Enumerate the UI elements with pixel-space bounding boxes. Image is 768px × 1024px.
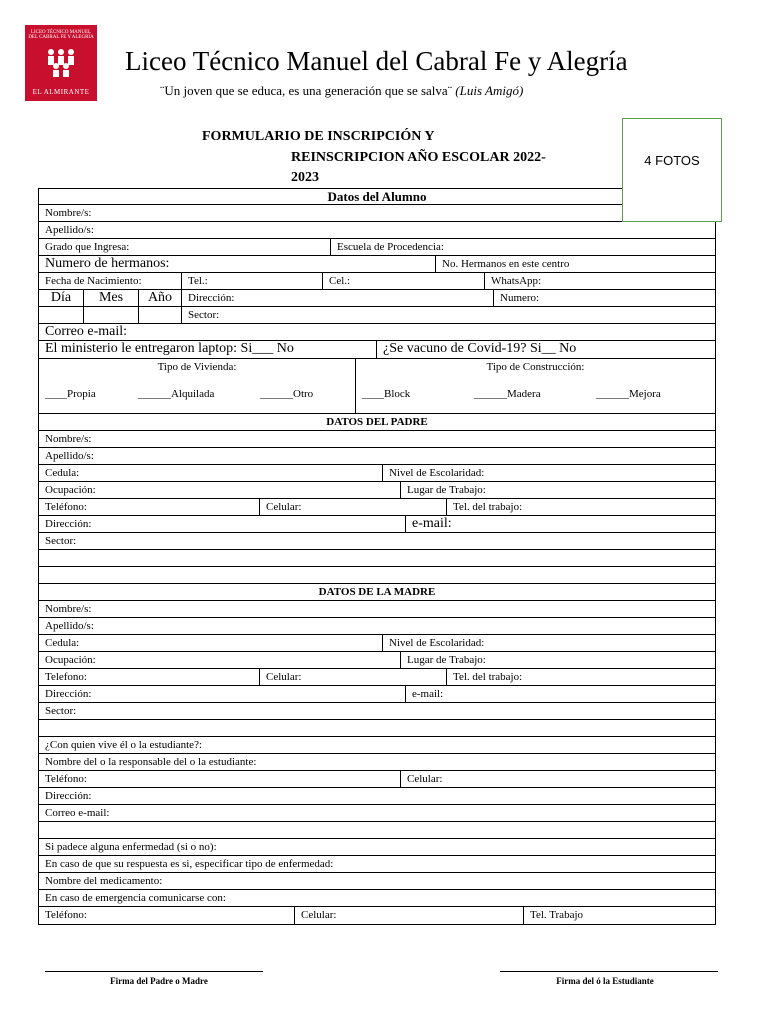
father-nombre-label: Nombre/s: (45, 433, 92, 445)
form-title-line3: 2023 (291, 170, 319, 185)
student-grado-label: Grado que Ingresa: (45, 241, 130, 253)
logo-bottom-text: EL ALMIRANTE (32, 88, 90, 96)
empty-mes-cell (83, 307, 138, 323)
student-section-title: Datos del Alumno (327, 189, 427, 204)
father-section-header (38, 414, 716, 431)
form-title-line2: REINSCRIPCION AÑO ESCOLAR 2022- (291, 150, 546, 165)
guardian-vive-con-label: ¿Con quien vive él o la estudiante?: (45, 739, 203, 751)
motto-author: (Luis Amigó) (455, 83, 524, 98)
photo-box-label: 4 FOTOS (644, 153, 700, 168)
father-nombre-row[interactable] (38, 431, 716, 448)
father-celular-label: Celular: (259, 499, 446, 515)
guardian-vive-con-row[interactable] (38, 737, 716, 754)
madera-option[interactable]: ______Madera (474, 388, 541, 400)
father-escolaridad-label: Nivel de Escolaridad: (382, 465, 715, 481)
student-section-header (38, 188, 716, 205)
mother-tel-trabajo-label: Tel. del trabajo: (446, 669, 715, 685)
student-apellido-row[interactable] (38, 222, 716, 239)
student-anio-label: Año (138, 290, 181, 306)
tipo-vivienda-label: Tipo de Vivienda: (157, 361, 237, 373)
mother-celular-label: Celular: (259, 669, 446, 685)
school-logo (25, 25, 97, 101)
guardian-telefono-label: Teléfono: (45, 773, 87, 785)
block-option[interactable]: ____Block (362, 388, 411, 400)
mother-cedula-label: Cedula: (45, 637, 80, 649)
student-correo-row[interactable] (38, 324, 716, 341)
health-telefono-row[interactable] (38, 907, 716, 925)
student-sector-label: Sector: (181, 307, 715, 323)
mother-telefono-row[interactable] (38, 669, 716, 686)
guardian-correo-row[interactable] (38, 805, 716, 822)
guardian-telefono-row[interactable] (38, 771, 716, 788)
father-telefono-row[interactable] (38, 499, 716, 516)
mother-apellido-row[interactable] (38, 618, 716, 635)
signature-line-padre[interactable] (45, 971, 263, 972)
blank-row[interactable] (38, 550, 716, 567)
student-tel-label: Tel.: (181, 273, 322, 289)
father-email-label: e-mail: (405, 516, 715, 532)
student-mes-label: Mes (83, 290, 138, 306)
health-telefono-label: Teléfono: (45, 909, 87, 921)
mother-sector-label: Sector: (45, 705, 77, 717)
guardian-responsable-row[interactable] (38, 754, 716, 771)
student-fecha-nac-label: Fecha de Nacimiento: (45, 275, 142, 287)
student-num-hermanos-label: Numero de hermanos: (45, 256, 170, 271)
tipo-construccion-label: Tipo de Construcción: (486, 361, 585, 373)
father-tel-trabajo-label: Tel. del trabajo: (446, 499, 715, 515)
mother-ocupacion-row[interactable] (38, 652, 716, 669)
father-lugar-trabajo-label: Lugar de Trabajo: (400, 482, 715, 498)
propia-option[interactable]: ____Propia (45, 388, 96, 400)
health-tipo-row[interactable] (38, 856, 716, 873)
mother-apellido-label: Apellido/s: (45, 620, 94, 632)
guardian-celular-label: Celular: (400, 771, 715, 787)
blank-row[interactable] (38, 720, 716, 737)
mother-cedula-row[interactable] (38, 635, 716, 652)
signature-label-estudiante: Firma del ó la Estudiante (556, 976, 654, 986)
mother-section-header (38, 584, 716, 601)
student-nombre-row[interactable] (38, 205, 716, 222)
empty-anio-cell (138, 307, 181, 323)
health-enfermedad-row[interactable] (38, 839, 716, 856)
health-emergencia-row[interactable] (38, 890, 716, 907)
mother-direccion-row[interactable] (38, 686, 716, 703)
student-hermanos-row[interactable] (38, 256, 716, 273)
health-medicamento-row[interactable] (38, 873, 716, 890)
student-escuela-label: Escuela de Procedencia: (330, 239, 715, 255)
student-cel-label: Cel.: (322, 273, 484, 289)
student-nombre-label: Nombre/s: (45, 207, 92, 219)
motto-quote: ¨Un joven que se educa, es una generación que se salva¨ (160, 83, 453, 98)
father-sector-row[interactable] (38, 533, 716, 550)
mother-nombre-row[interactable] (38, 601, 716, 618)
children-logo-icon (45, 47, 77, 77)
health-tel-trabajo-label: Tel. Trabajo (523, 907, 715, 924)
logo-top-text: LICEO TÉCNICO MANUEL DEL CABRAL FE Y ALEGRÍA (28, 30, 94, 40)
mother-section-title: DATOS DE LA MADRE (318, 586, 436, 598)
guardian-direccion-row[interactable] (38, 788, 716, 805)
student-dia-label: Día (50, 290, 72, 305)
construccion-cell (355, 359, 715, 413)
photo-box (622, 118, 722, 222)
signature-label-padre: Firma del Padre o Madre (110, 976, 208, 986)
motto (160, 83, 523, 99)
mother-lugar-trabajo-label: Lugar de Trabajo: (400, 652, 715, 668)
form-title-line1: FORMULARIO DE INSCRIPCIÓN Y (202, 129, 435, 144)
otro-option[interactable]: ______Otro (260, 388, 314, 400)
health-tipo-enfermedad-label: En caso de que su respuesta es si, especificar tipo de enfermedad: (45, 858, 334, 870)
health-medicamento-label: Nombre del medicamento: (45, 875, 163, 887)
student-direccion-label: Dirección: (181, 290, 493, 306)
father-ocupacion-label: Ocupación: (45, 484, 96, 496)
father-apellido-row[interactable] (38, 448, 716, 465)
mother-email-label: e-mail: (405, 686, 715, 702)
father-section-title: DATOS DEL PADRE (326, 416, 428, 428)
empty-dia-cell (39, 307, 83, 323)
blank-row[interactable] (38, 567, 716, 584)
mejora-option[interactable]: ______Mejora (596, 388, 661, 400)
father-telefono-label: Teléfono: (45, 501, 87, 513)
vivienda-cell (39, 359, 355, 413)
mother-escolaridad-label: Nivel de Escolaridad: (382, 635, 715, 651)
father-direccion-row[interactable] (38, 516, 716, 533)
mother-sector-row[interactable] (38, 703, 716, 720)
student-hermanos-centro-label: No. Hermanos en este centro (435, 256, 715, 272)
father-cedula-label: Cedula: (45, 467, 80, 479)
signature-line-estudiante[interactable] (500, 971, 718, 972)
father-apellido-label: Apellido/s: (45, 450, 94, 462)
health-celular-label: Celular: (294, 907, 523, 924)
mother-direccion-label: Dirección: (45, 688, 92, 700)
father-direccion-label: Dirección: (45, 518, 92, 530)
health-emergencia-label: En caso de emergencia comunicarse con: (45, 892, 226, 904)
mother-ocupacion-label: Ocupación: (45, 654, 96, 666)
student-fecha-row[interactable] (38, 273, 716, 290)
health-enfermedad-label: Si padece alguna enfermedad (si o no): (45, 841, 217, 853)
student-vivienda-row[interactable] (38, 359, 716, 414)
student-laptop-label: El ministerio le entregaron laptop: Si___ No (45, 341, 294, 356)
student-grado-row[interactable] (38, 239, 716, 256)
father-cedula-row[interactable] (38, 465, 716, 482)
student-apellido-label: Apellido/s: (45, 224, 94, 236)
student-direccion-row[interactable] (38, 290, 716, 307)
father-sector-label: Sector: (45, 535, 77, 547)
father-ocupacion-row[interactable] (38, 482, 716, 499)
form-grid (38, 188, 716, 925)
student-sector-row[interactable] (38, 307, 716, 324)
alquilada-option[interactable]: ______Alquilada (138, 388, 215, 400)
guardian-direccion-label: Dirección: (45, 790, 92, 802)
student-laptop-row[interactable] (38, 341, 716, 359)
school-name: Liceo Técnico Manuel del Cabral Fe y Alegría (125, 46, 628, 76)
mother-telefono-label: Telefono: (45, 671, 87, 683)
mother-nombre-label: Nombre/s: (45, 603, 92, 615)
student-numero-label: Numero: (493, 290, 715, 306)
student-whatsapp-label: WhatsApp: (484, 273, 715, 289)
guardian-responsable-label: Nombre del o la responsable del o la estudiante: (45, 756, 257, 768)
student-covid-label: ¿Se vacuno de Covid-19? Si__ No (376, 341, 715, 358)
blank-row[interactable] (38, 822, 716, 839)
student-correo-label: Correo e-mail: (45, 324, 128, 339)
guardian-correo-label: Correo e-mail: (45, 807, 110, 819)
